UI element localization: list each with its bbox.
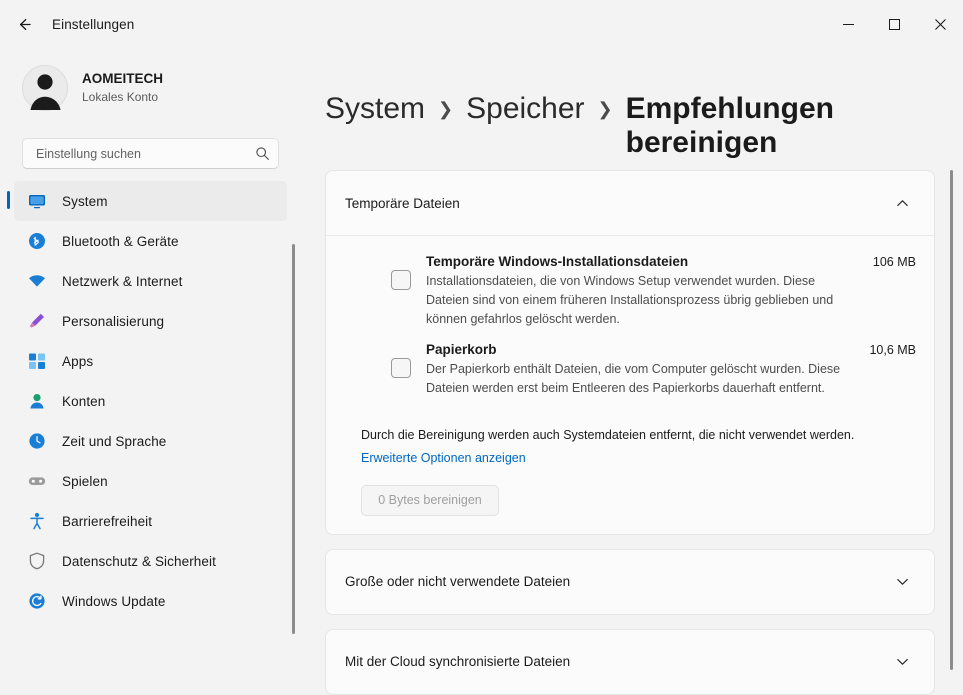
cleanup-button[interactable]: 0 Bytes bereinigen (361, 485, 499, 516)
sidebar-item-bluetooth-devices[interactable] (14, 221, 287, 261)
chevron-right-icon: ❯ (438, 99, 454, 119)
sidebar-item-privacy-security[interactable] (14, 541, 287, 581)
chevron-down-icon[interactable] (888, 568, 916, 596)
file-description: Der Papierkorb enthält Dateien, die vom Computer gelöscht wurden. Diese Dateien werden erst beim Entleeren des Papierkorbs dauerhaft entfernt. (426, 362, 841, 395)
advanced-options-link[interactable]: Erweiterte Optionen anzeigen (361, 450, 526, 465)
window-title: Einstellungen (52, 16, 135, 32)
card-header[interactable] (326, 550, 934, 614)
sidebar-item-label: Barrierefreiheit (62, 513, 153, 529)
file-size: 10,6 MB (869, 343, 916, 358)
sidebar-item-label: Apps (62, 353, 94, 369)
sidebar-item-network-internet[interactable] (14, 261, 287, 301)
list-item[interactable] (345, 338, 916, 408)
card-cloud-synced-files (325, 629, 935, 695)
sidebar-item-windows-update[interactable] (14, 581, 287, 621)
content-area (301, 48, 963, 669)
account-subtitle: Lokales Konto (82, 89, 159, 104)
sidebar (0, 48, 301, 633)
card-title: Mit der Cloud synchronisierte Dateien (345, 654, 571, 669)
search-icon (255, 146, 270, 161)
window-controls (825, 0, 963, 48)
cleanup-note: Durch die Bereinigung werden auch Systemdateien entfernt, die nicht verwendet werden. (361, 427, 855, 442)
clock-globe-icon (28, 432, 46, 450)
account-name: AOMEITECH (82, 71, 163, 87)
shield-icon (28, 552, 46, 570)
monitor-icon (28, 192, 46, 210)
card-large-unused-files (325, 549, 935, 615)
search-input[interactable] (34, 146, 255, 162)
search-box[interactable] (22, 138, 279, 169)
chevron-down-icon[interactable] (888, 648, 916, 676)
accessibility-icon (28, 512, 46, 530)
back-button[interactable] (8, 8, 40, 40)
avatar (22, 65, 68, 111)
breadcrumb-item-storage[interactable]: Speicher (466, 92, 585, 125)
file-name: Temporäre Windows-Installationsdateien (426, 254, 689, 269)
gamepad-icon (28, 472, 46, 490)
card-title: Temporäre Dateien (345, 195, 460, 211)
wifi-icon (28, 272, 46, 290)
sidebar-item-time-language[interactable] (14, 421, 287, 461)
bluetooth-icon (28, 232, 46, 250)
sidebar-item-label: Spielen (62, 473, 108, 489)
apps-grid-icon (28, 352, 46, 370)
card-title: Große oder nicht verwendete Dateien (345, 574, 571, 589)
account-header[interactable] (0, 52, 301, 124)
card-body (326, 236, 934, 534)
sidebar-item-label: Netzwerk & Internet (62, 273, 183, 289)
sidebar-item-label: Windows Update (62, 593, 166, 609)
sidebar-item-label: Datenschutz & Sicherheit (62, 553, 216, 569)
sidebar-item-accessibility[interactable] (14, 501, 287, 541)
update-icon (28, 592, 46, 610)
card-temporary-files (325, 170, 935, 535)
chevron-up-icon[interactable] (888, 189, 916, 217)
sidebar-item-label: System (62, 193, 108, 209)
chevron-right-icon: ❯ (597, 99, 613, 119)
content-scrollbar[interactable] (950, 170, 953, 670)
close-button[interactable] (917, 0, 963, 48)
breadcrumb (325, 48, 963, 170)
title-bar (0, 0, 963, 48)
card-header[interactable] (326, 171, 934, 235)
account-icon (28, 392, 46, 410)
breadcrumb-item-system[interactable]: System (325, 92, 426, 125)
file-name: Papierkorb (426, 342, 497, 358)
minimize-button[interactable] (825, 0, 871, 48)
sidebar-item-personalization[interactable] (14, 301, 287, 341)
sidebar-item-system[interactable] (14, 181, 287, 221)
sidebar-item-label: Bluetooth & Geräte (62, 233, 179, 249)
sidebar-item-accounts[interactable] (14, 381, 287, 421)
sidebar-item-gaming[interactable] (14, 461, 287, 501)
card-header[interactable] (326, 630, 934, 694)
sidebar-item-label: Personalisierung (62, 313, 165, 329)
sidebar-item-apps[interactable] (14, 341, 287, 381)
checkbox-recycle-bin[interactable] (391, 358, 411, 378)
checkbox-temp-install-files[interactable] (391, 270, 411, 290)
sidebar-scrollbar[interactable] (292, 244, 295, 634)
file-description: Installationsdateien, die von Windows Setup verwendet wurden. Diese Dateien sind von einem früheren Installationsprozess übrig geblieben und können gefahrlos gelöscht werden. (426, 274, 834, 326)
sidebar-nav (0, 181, 301, 621)
file-size: 106 MB (872, 255, 916, 269)
list-item[interactable] (345, 250, 916, 338)
maximize-button[interactable] (871, 0, 917, 48)
page-title: Empfehlungen bereinigen (625, 92, 834, 159)
sidebar-item-label: Konten (62, 393, 106, 409)
brush-icon (28, 312, 46, 330)
sidebar-item-label: Zeit und Sprache (62, 433, 167, 449)
